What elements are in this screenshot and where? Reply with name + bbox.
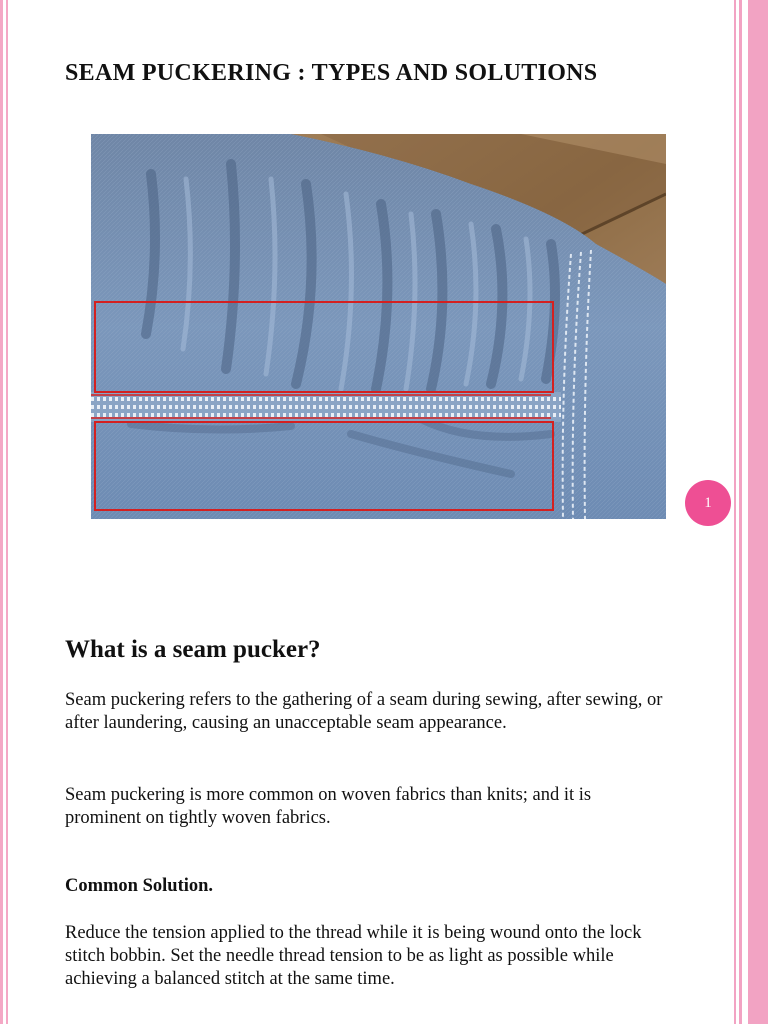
slide-title: SEAM PUCKERING : TYPES AND SOLUTIONS — [65, 60, 598, 86]
left-border-line — [0, 0, 3, 1024]
right-border-band — [748, 0, 768, 1024]
solution-heading: Common Solution. — [65, 876, 214, 896]
left-decorative-border — [0, 0, 14, 1024]
solution-paragraph: Reduce the tension applied to the thread while it is being wound onto the lock stitch bobbin. Set the needle thread tension to be as light as possible while achieving a balanced stitch at the same time. — [65, 923, 642, 989]
section-heading: What is a seam pucker? — [65, 636, 321, 663]
definition-paragraph: Seam puckering refers to the gathering of a seam during sewing, after sewing, or after laundering, causing an unacceptable seam appearance. — [65, 690, 663, 733]
left-border-line — [6, 0, 8, 1024]
fabric-note-paragraph: Seam puckering is more common on woven fabrics than knits; and it is prominent on tightly woven fabrics. — [65, 785, 592, 828]
right-border-line — [739, 0, 742, 1024]
right-decorative-border — [734, 0, 768, 1024]
page-number-badge: 1 — [685, 480, 731, 526]
right-border-line — [734, 0, 736, 1024]
seam-pucker-photo — [91, 134, 666, 519]
